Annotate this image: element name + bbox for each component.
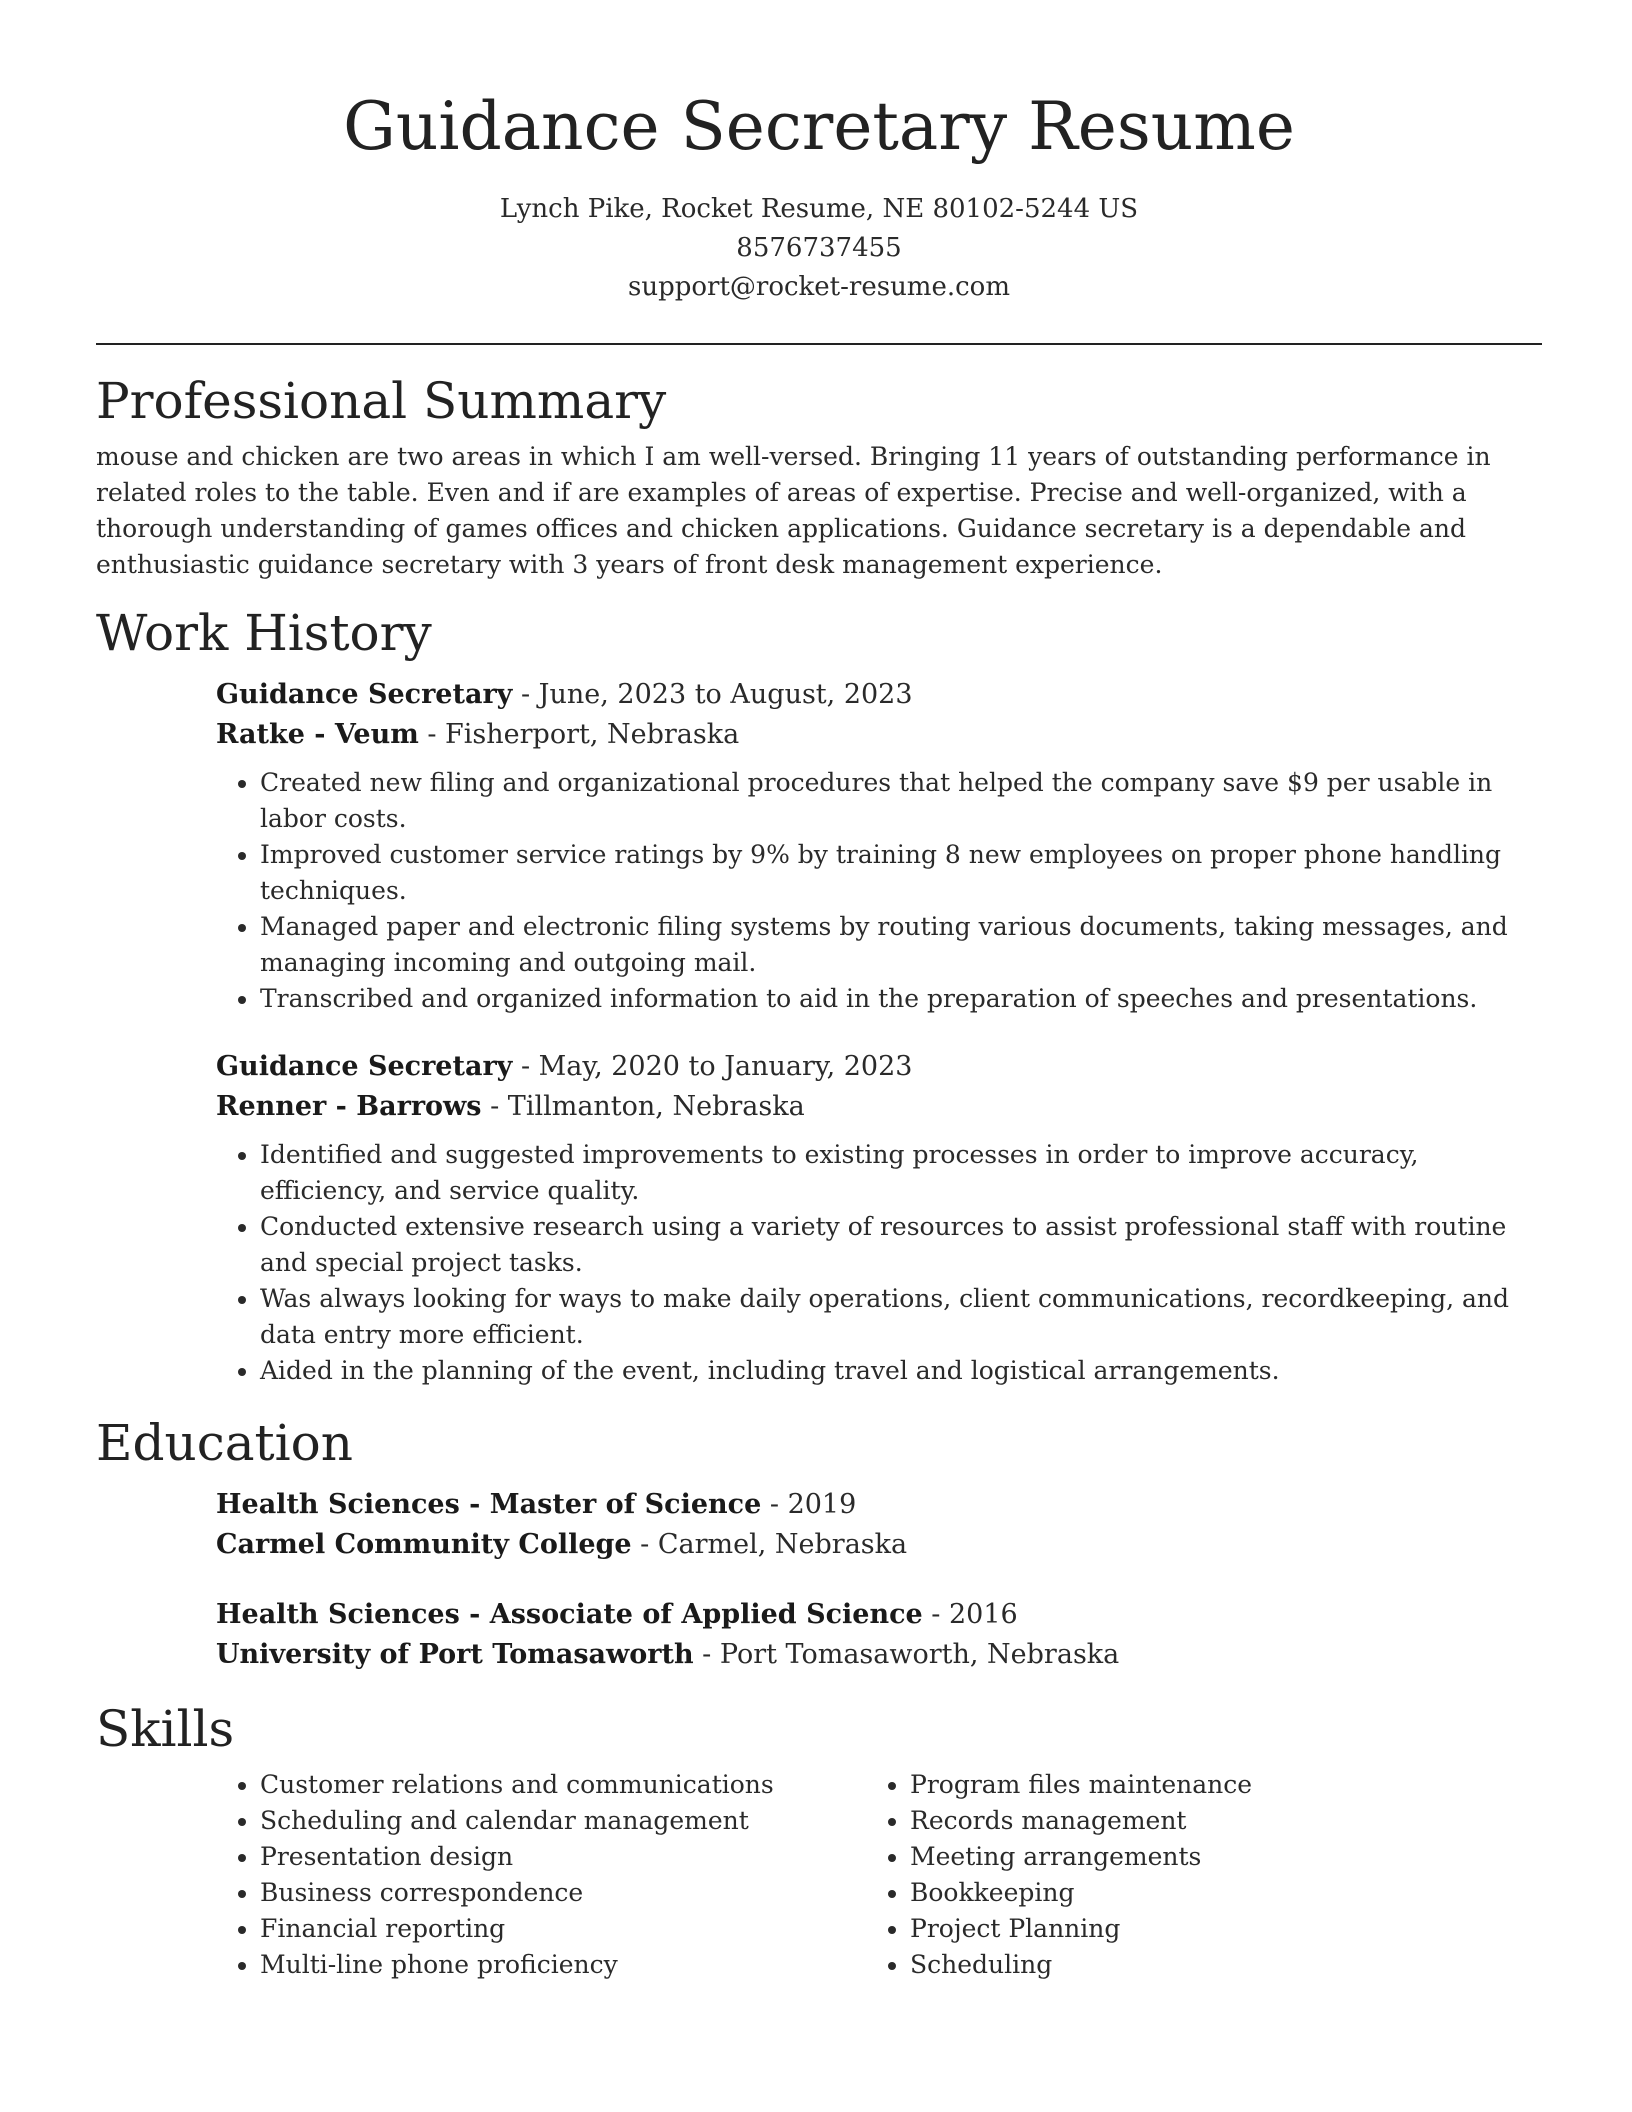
school: University of Port Tomasaworth <box>216 1639 694 1670</box>
list-item: • Meeting arrangements <box>910 1839 1516 1875</box>
skills-heading: Skills <box>96 1700 235 1758</box>
list-item: • Created new filing and organizational procedures that helped the company save $9 per usable in labor costs. <box>260 765 1542 837</box>
list-item: • Transcribed and organized information to aid in the preparation of speeches and presentations. <box>260 981 1542 1017</box>
job-company: Renner - Barrows <box>216 1091 482 1122</box>
education-section <box>96 1413 1542 1675</box>
degree-line <box>216 1595 1542 1635</box>
list-item: • Records management <box>910 1803 1516 1839</box>
degree-year: - 2016 <box>922 1599 1018 1630</box>
school-line <box>216 1635 1542 1675</box>
resume-header <box>96 0 1542 307</box>
skills-list-left <box>216 1767 866 1983</box>
degree-line <box>216 1485 1542 1525</box>
email[interactable]: support@rocket-resume.com <box>627 272 1010 302</box>
resume-page <box>96 0 1542 1983</box>
list-item: • Improved customer service ratings by 9% by training 8 new employees on proper phone handling techniques. <box>260 837 1542 909</box>
job-dates: - June, 2023 to August, 2023 <box>512 679 913 710</box>
summary-text: mouse and chicken are two areas in which I am well-versed. Bringing 11 years of outstanding performance in related roles to the table. Even and if are examples of areas of expertise. Precise and well-organized, with a thorough understanding of games offices and chicken applications. Guidance secretary is a dependable and enthusiastic guidance secretary with 3 years of front desk management experience. <box>96 442 1491 579</box>
job-company: Ratke - Veum <box>216 719 419 750</box>
education-entry <box>216 1485 1542 1565</box>
list-item: • Aided in the planning of the event, including travel and logistical arrangements. <box>260 1353 1542 1389</box>
work-section <box>96 603 1542 1389</box>
list-item: • Conducted extensive research using a variety of resources to assist professional staff with routine and special project tasks. <box>260 1209 1542 1281</box>
job-dates: - May, 2020 to January, 2023 <box>512 1051 913 1082</box>
job-bullets <box>216 765 1542 1017</box>
degree: Health Sciences - Master of Science <box>216 1489 762 1520</box>
list-item: • Program files maintenance <box>910 1767 1516 1803</box>
list-item: • Managed paper and electronic filing systems by routing various documents, taking messages, and managing incoming and outgoing mail. <box>260 909 1542 981</box>
job-location: - Tillmanton, Nebraska <box>481 1091 805 1122</box>
phone: 8576737455 <box>736 233 902 263</box>
address: Lynch Pike, Rocket Resume, NE 80102-5244 US <box>499 194 1139 224</box>
job-entry <box>216 675 1542 1017</box>
school-location: - Carmel, Nebraska <box>631 1529 908 1560</box>
job-title-line <box>216 1047 1542 1087</box>
list-item: • Bookkeeping <box>910 1875 1516 1911</box>
education-entry <box>216 1595 1542 1675</box>
list-item: • Was always looking for ways to make daily operations, client communications, recordkeeping, and data entry more efficient. <box>260 1281 1542 1353</box>
school-line <box>216 1525 1542 1565</box>
school-location: - Port Tomasaworth, Nebraska <box>693 1639 1120 1670</box>
header-divider <box>96 343 1542 345</box>
list-item: • Business correspondence <box>260 1875 866 1911</box>
list-item: • Scheduling <box>910 1947 1516 1983</box>
education-heading: Education <box>96 1414 353 1472</box>
resume-title: Guidance Secretary Resume <box>343 88 1295 165</box>
list-item: • Multi-line phone proficiency <box>260 1947 866 1983</box>
job-entry <box>216 1047 1542 1389</box>
list-item: • Project Planning <box>910 1911 1516 1947</box>
job-company-line <box>216 715 1542 755</box>
job-position: Guidance Secretary <box>216 1051 513 1082</box>
skills-column-left <box>216 1767 866 1983</box>
school: Carmel Community College <box>216 1529 632 1560</box>
job-position: Guidance Secretary <box>216 679 513 710</box>
list-item: • Financial reporting <box>260 1911 866 1947</box>
job-bullets <box>216 1137 1542 1389</box>
degree: Health Sciences - Associate of Applied Science <box>216 1599 923 1630</box>
job-title-line <box>216 675 1542 715</box>
summary-section <box>96 371 1542 583</box>
work-heading: Work History <box>96 604 432 662</box>
skills-section <box>96 1699 1542 1983</box>
list-item: • Presentation design <box>260 1839 866 1875</box>
list-item: • Customer relations and communications <box>260 1767 866 1803</box>
degree-year: - 2019 <box>761 1489 857 1520</box>
skills-columns <box>216 1767 1542 1983</box>
summary-heading: Professional Summary <box>96 372 667 430</box>
job-location: - Fisherport, Nebraska <box>418 719 740 750</box>
job-company-line <box>216 1087 1542 1127</box>
list-item: • Scheduling and calendar management <box>260 1803 866 1839</box>
list-item: • Identified and suggested improvements to existing processes in order to improve accuracy, efficiency, and service quality. <box>260 1137 1542 1209</box>
skills-column-right <box>866 1767 1516 1983</box>
skills-list-right <box>866 1767 1516 1983</box>
